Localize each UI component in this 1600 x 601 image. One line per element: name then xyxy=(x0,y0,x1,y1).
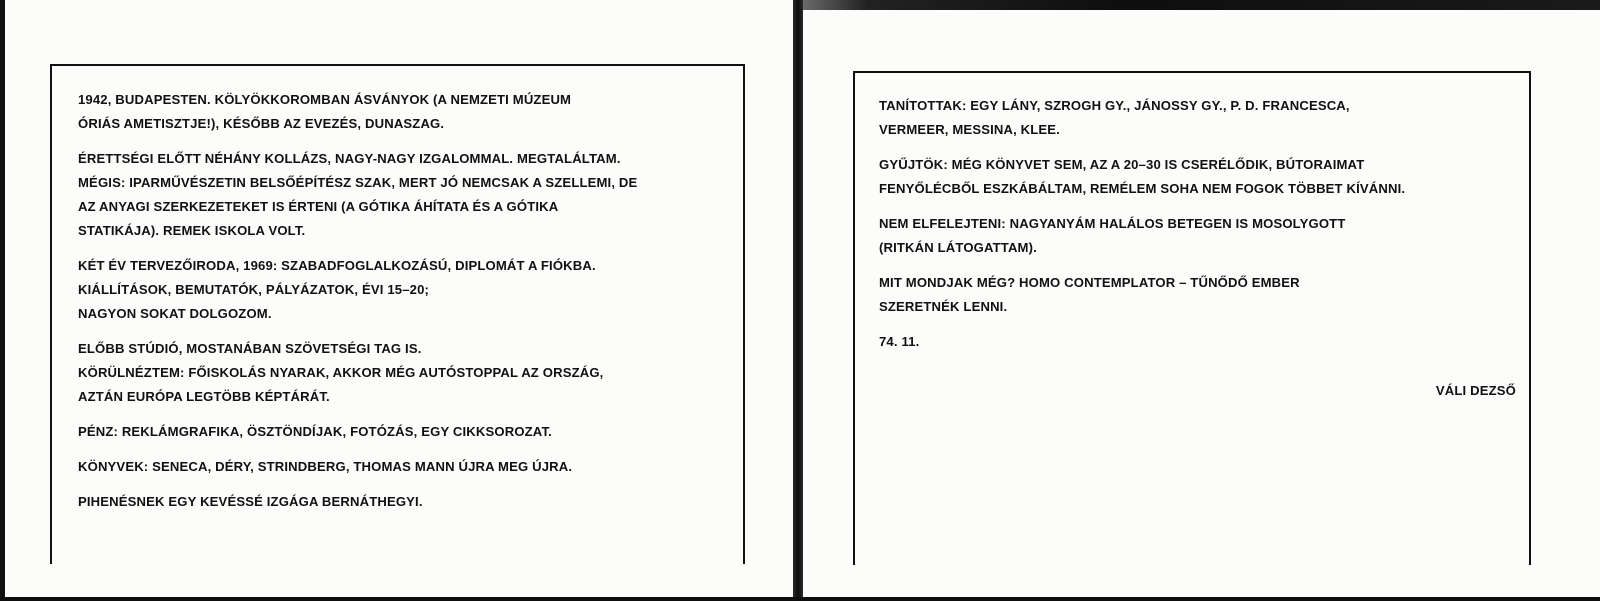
right-paragraph xyxy=(879,153,1499,201)
text-line: PÉNZ: REKLÁMGRAFIKA, ÖSZTÖNDÍJAK, FOTÓZÁS, EGY CIKKSOROZAT. xyxy=(78,424,552,439)
left-paragraph xyxy=(78,337,723,409)
text-line: NEM ELFELEJTENI: NAGYANYÁM HALÁLOS BETEGEN IS MOSOLYGOTT xyxy=(879,216,1346,231)
text-line: TANÍTOTTAK: EGY LÁNY, SZROGH GY., JÁNOSSY GY., P. D. FRANCESCA, xyxy=(879,98,1350,113)
text-line: PIHENÉSNEK EGY KEVÉSSÉ IZGÁGA BERNÁTHEGYI. xyxy=(78,494,423,509)
text-line: AZ ANYAGI SZERKEZETEKET IS ÉRTENI (A GÓTIKA ÁHÍTATA ÉS A GÓTIKA xyxy=(78,199,559,214)
text-line: FENYŐLÉCBŐL ESZKÁBÁLTAM, REMÉLEM SOHA NEM FOGOK TÖBBET KÍVÁNNI. xyxy=(879,181,1406,196)
text-line: KÖRÜLNÉZTEM: FŐISKOLÁS NYARAK, AKKOR MÉG AUTÓSTOPPAL AZ ORSZÁG, xyxy=(78,365,604,380)
book-gutter xyxy=(793,0,803,601)
left-paragraph xyxy=(78,147,723,243)
right-page xyxy=(803,10,1600,597)
text-line: SZERETNÉK LENNI. xyxy=(879,299,1008,314)
text-line: KIÁLLÍTÁSOK, BEMUTATÓK, PÁLYÁZATOK, ÉVI 15–20; xyxy=(78,282,430,297)
text-line: (RITKÁN LÁTOGATTAM). xyxy=(879,240,1037,255)
text-line: 74. 11. xyxy=(879,334,920,349)
text-line: ÉRETTSÉGI ELŐTT NÉHÁNY KOLLÁZS, NAGY-NAGY IZGALOMMAL. MEGTALÁLTAM. xyxy=(78,151,621,166)
text-line: GYŰJTÖK: MÉG KÖNYVET SEM, AZ A 20–30 IS CSERÉLŐDIK, BÚTORAIMAT xyxy=(879,157,1365,172)
text-line: KÖNYVEK: SENECA, DÉRY, STRINDBERG, THOMAS MANN ÚJRA MEG ÚJRA. xyxy=(78,459,573,474)
left-paragraph xyxy=(78,88,723,136)
right-paragraph xyxy=(879,94,1499,142)
text-line: MIT MONDJAK MÉG? HOMO CONTEMPLATOR – TŰNŐDŐ EMBER xyxy=(879,275,1300,290)
right-paragraph xyxy=(879,212,1499,260)
text-line: STATIKÁJA). REMEK ISKOLA VOLT. xyxy=(78,223,306,238)
left-paragraph xyxy=(78,455,723,479)
scan-bottom-edge xyxy=(0,597,1600,601)
text-line: ÓRIÁS AMETISZTJE!), KÉSŐBB AZ EVEZÉS, DUNASZAG. xyxy=(78,116,445,131)
text-line: NAGYON SOKAT DOLGOZOM. xyxy=(78,306,272,321)
right-paragraph xyxy=(879,271,1499,319)
scan-top-shadow xyxy=(803,0,1600,10)
left-paragraph xyxy=(78,490,723,514)
left-page-text xyxy=(78,88,723,525)
text-line: MÉGIS: IPARMŰVÉSZETIN BELSŐÉPÍTÉSZ SZAK, MERT JÓ NEMCSAK A SZELLEMI, DE xyxy=(78,175,638,190)
text-line: AZTÁN EURÓPA LEGTÖBB KÉPTÁRÁT. xyxy=(78,389,330,404)
author-signature: VÁLI DEZSŐ xyxy=(1435,383,1516,398)
right-page-text xyxy=(879,94,1499,365)
text-line: 1942, BUDAPESTEN. KÖLYÖKKOROMBAN ÁSVÁNYOK (A NEMZETI MÚZEUM xyxy=(78,92,572,107)
left-page xyxy=(5,0,793,597)
left-paragraph xyxy=(78,420,723,444)
right-paragraph xyxy=(879,330,1499,354)
text-line: ELŐBB STÚDIÓ, MOSTANÁBAN SZÖVETSÉGI TAG IS. xyxy=(78,341,422,356)
left-paragraph xyxy=(78,254,723,326)
text-line: VERMEER, MESSINA, KLEE. xyxy=(879,122,1060,137)
text-line: KÉT ÉV TERVEZŐIRODA, 1969: SZABADFOGLALKOZÁSÚ, DIPLOMÁT A FIÓKBA. xyxy=(78,258,596,273)
